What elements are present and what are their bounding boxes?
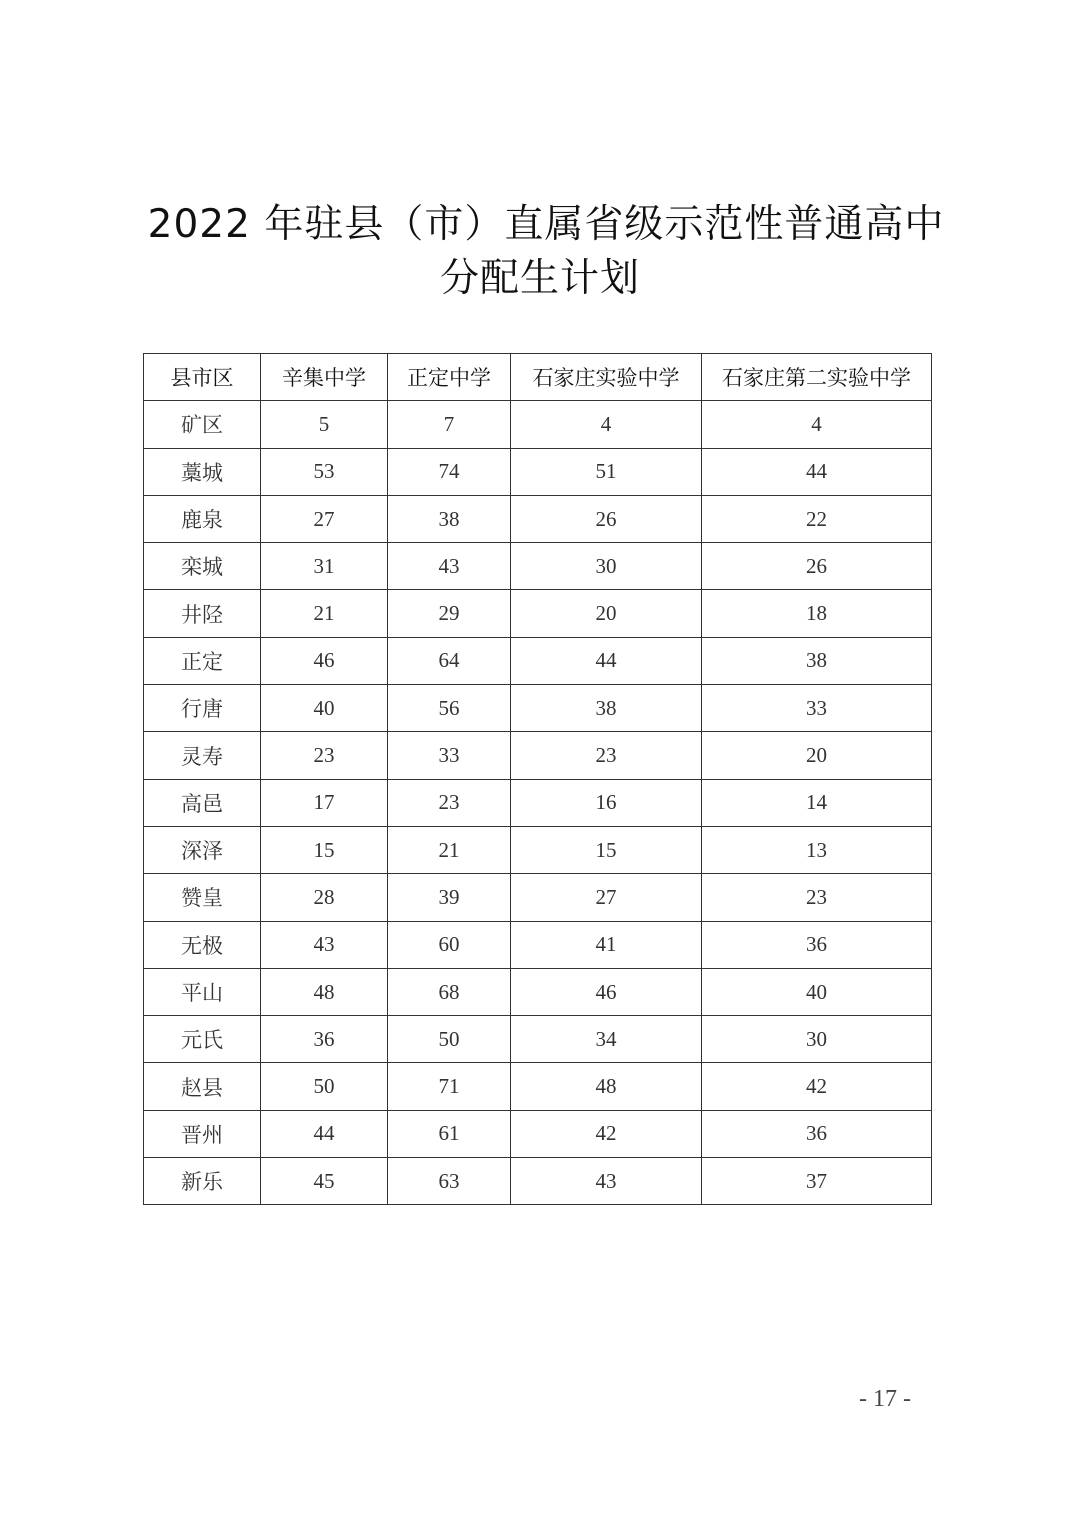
county-cell: 行唐 xyxy=(144,685,261,732)
county-cell: 无极 xyxy=(144,921,261,968)
quota-cell: 31 xyxy=(261,543,388,590)
county-cell: 正定 xyxy=(144,637,261,684)
quota-cell: 21 xyxy=(261,590,388,637)
table-row xyxy=(144,874,932,921)
table-row xyxy=(144,921,932,968)
quota-cell: 27 xyxy=(511,874,702,921)
quota-cell: 15 xyxy=(261,826,388,873)
quota-cell: 44 xyxy=(511,637,702,684)
quota-cell: 23 xyxy=(261,732,388,779)
quota-cell: 36 xyxy=(261,1016,388,1063)
quota-cell: 16 xyxy=(511,779,702,826)
quota-cell: 50 xyxy=(388,1016,511,1063)
document-subtitle: 分配生计划 xyxy=(439,256,640,301)
table-row xyxy=(144,1016,932,1063)
document-title: 2022 年驻县（市）直属省级示范性普通高中 xyxy=(147,202,945,247)
table-row xyxy=(144,826,932,873)
table-row xyxy=(144,968,932,1015)
quota-cell: 17 xyxy=(261,779,388,826)
quota-cell: 53 xyxy=(261,448,388,495)
quota-cell: 56 xyxy=(388,685,511,732)
quota-cell: 26 xyxy=(511,495,702,542)
county-cell: 平山 xyxy=(144,968,261,1015)
quota-cell: 13 xyxy=(702,826,932,873)
table-row xyxy=(144,779,932,826)
county-cell: 晋州 xyxy=(144,1110,261,1157)
county-cell: 元氏 xyxy=(144,1016,261,1063)
quota-cell: 42 xyxy=(511,1110,702,1157)
quota-cell: 33 xyxy=(702,685,932,732)
county-cell: 鹿泉 xyxy=(144,495,261,542)
column-header: 石家庄实验中学 xyxy=(511,354,702,401)
quota-cell: 64 xyxy=(388,637,511,684)
table-row xyxy=(144,1158,932,1205)
header-row xyxy=(144,354,932,401)
quota-cell: 42 xyxy=(702,1063,932,1110)
quota-cell: 63 xyxy=(388,1158,511,1205)
column-header: 正定中学 xyxy=(388,354,511,401)
quota-cell: 71 xyxy=(388,1063,511,1110)
quota-cell: 33 xyxy=(388,732,511,779)
quota-cell: 48 xyxy=(511,1063,702,1110)
quota-cell: 43 xyxy=(388,543,511,590)
county-cell: 深泽 xyxy=(144,826,261,873)
quota-cell: 68 xyxy=(388,968,511,1015)
table-row xyxy=(144,1110,932,1157)
county-cell: 藁城 xyxy=(144,448,261,495)
quota-cell: 36 xyxy=(702,1110,932,1157)
quota-cell: 44 xyxy=(702,448,932,495)
county-cell: 高邑 xyxy=(144,779,261,826)
quota-cell: 22 xyxy=(702,495,932,542)
quota-cell: 43 xyxy=(511,1158,702,1205)
quota-cell: 26 xyxy=(702,543,932,590)
table-row xyxy=(144,1063,932,1110)
quota-cell: 15 xyxy=(511,826,702,873)
quota-cell: 51 xyxy=(511,448,702,495)
county-cell: 栾城 xyxy=(144,543,261,590)
quota-cell: 46 xyxy=(261,637,388,684)
quota-cell: 41 xyxy=(511,921,702,968)
table-row xyxy=(144,590,932,637)
quota-cell: 39 xyxy=(388,874,511,921)
quota-cell: 43 xyxy=(261,921,388,968)
county-cell: 井陉 xyxy=(144,590,261,637)
table-row xyxy=(144,401,932,448)
quota-cell: 20 xyxy=(511,590,702,637)
quota-cell: 21 xyxy=(388,826,511,873)
quota-cell: 4 xyxy=(511,401,702,448)
allocation-table xyxy=(143,353,932,1205)
quota-cell: 74 xyxy=(388,448,511,495)
table-row xyxy=(144,543,932,590)
table-row xyxy=(144,448,932,495)
column-header: 辛集中学 xyxy=(261,354,388,401)
quota-cell: 46 xyxy=(511,968,702,1015)
page-number: - 17 - xyxy=(859,1386,911,1412)
county-cell: 赞皇 xyxy=(144,874,261,921)
quota-cell: 40 xyxy=(702,968,932,1015)
column-header: 县市区 xyxy=(144,354,261,401)
table-row xyxy=(144,637,932,684)
quota-cell: 20 xyxy=(702,732,932,779)
quota-cell: 14 xyxy=(702,779,932,826)
column-header: 石家庄第二实验中学 xyxy=(702,354,932,401)
quota-cell: 45 xyxy=(261,1158,388,1205)
quota-cell: 60 xyxy=(388,921,511,968)
quota-cell: 44 xyxy=(261,1110,388,1157)
county-cell: 赵县 xyxy=(144,1063,261,1110)
quota-cell: 40 xyxy=(261,685,388,732)
quota-cell: 38 xyxy=(388,495,511,542)
quota-cell: 37 xyxy=(702,1158,932,1205)
quota-cell: 50 xyxy=(261,1063,388,1110)
quota-cell: 23 xyxy=(702,874,932,921)
quota-cell: 61 xyxy=(388,1110,511,1157)
quota-cell: 5 xyxy=(261,401,388,448)
quota-cell: 30 xyxy=(702,1016,932,1063)
quota-cell: 7 xyxy=(388,401,511,448)
quota-cell: 4 xyxy=(702,401,932,448)
quota-cell: 30 xyxy=(511,543,702,590)
quota-cell: 29 xyxy=(388,590,511,637)
county-cell: 新乐 xyxy=(144,1158,261,1205)
quota-cell: 18 xyxy=(702,590,932,637)
quota-cell: 27 xyxy=(261,495,388,542)
table-row xyxy=(144,495,932,542)
table-body xyxy=(144,401,932,1205)
quota-cell: 28 xyxy=(261,874,388,921)
quota-cell: 34 xyxy=(511,1016,702,1063)
county-cell: 灵寿 xyxy=(144,732,261,779)
quota-cell: 23 xyxy=(511,732,702,779)
table-header xyxy=(144,354,932,401)
county-cell: 矿区 xyxy=(144,401,261,448)
quota-cell: 38 xyxy=(511,685,702,732)
quota-cell: 38 xyxy=(702,637,932,684)
table-row xyxy=(144,685,932,732)
quota-cell: 48 xyxy=(261,968,388,1015)
quota-cell: 36 xyxy=(702,921,932,968)
quota-cell: 23 xyxy=(388,779,511,826)
table-row xyxy=(144,732,932,779)
